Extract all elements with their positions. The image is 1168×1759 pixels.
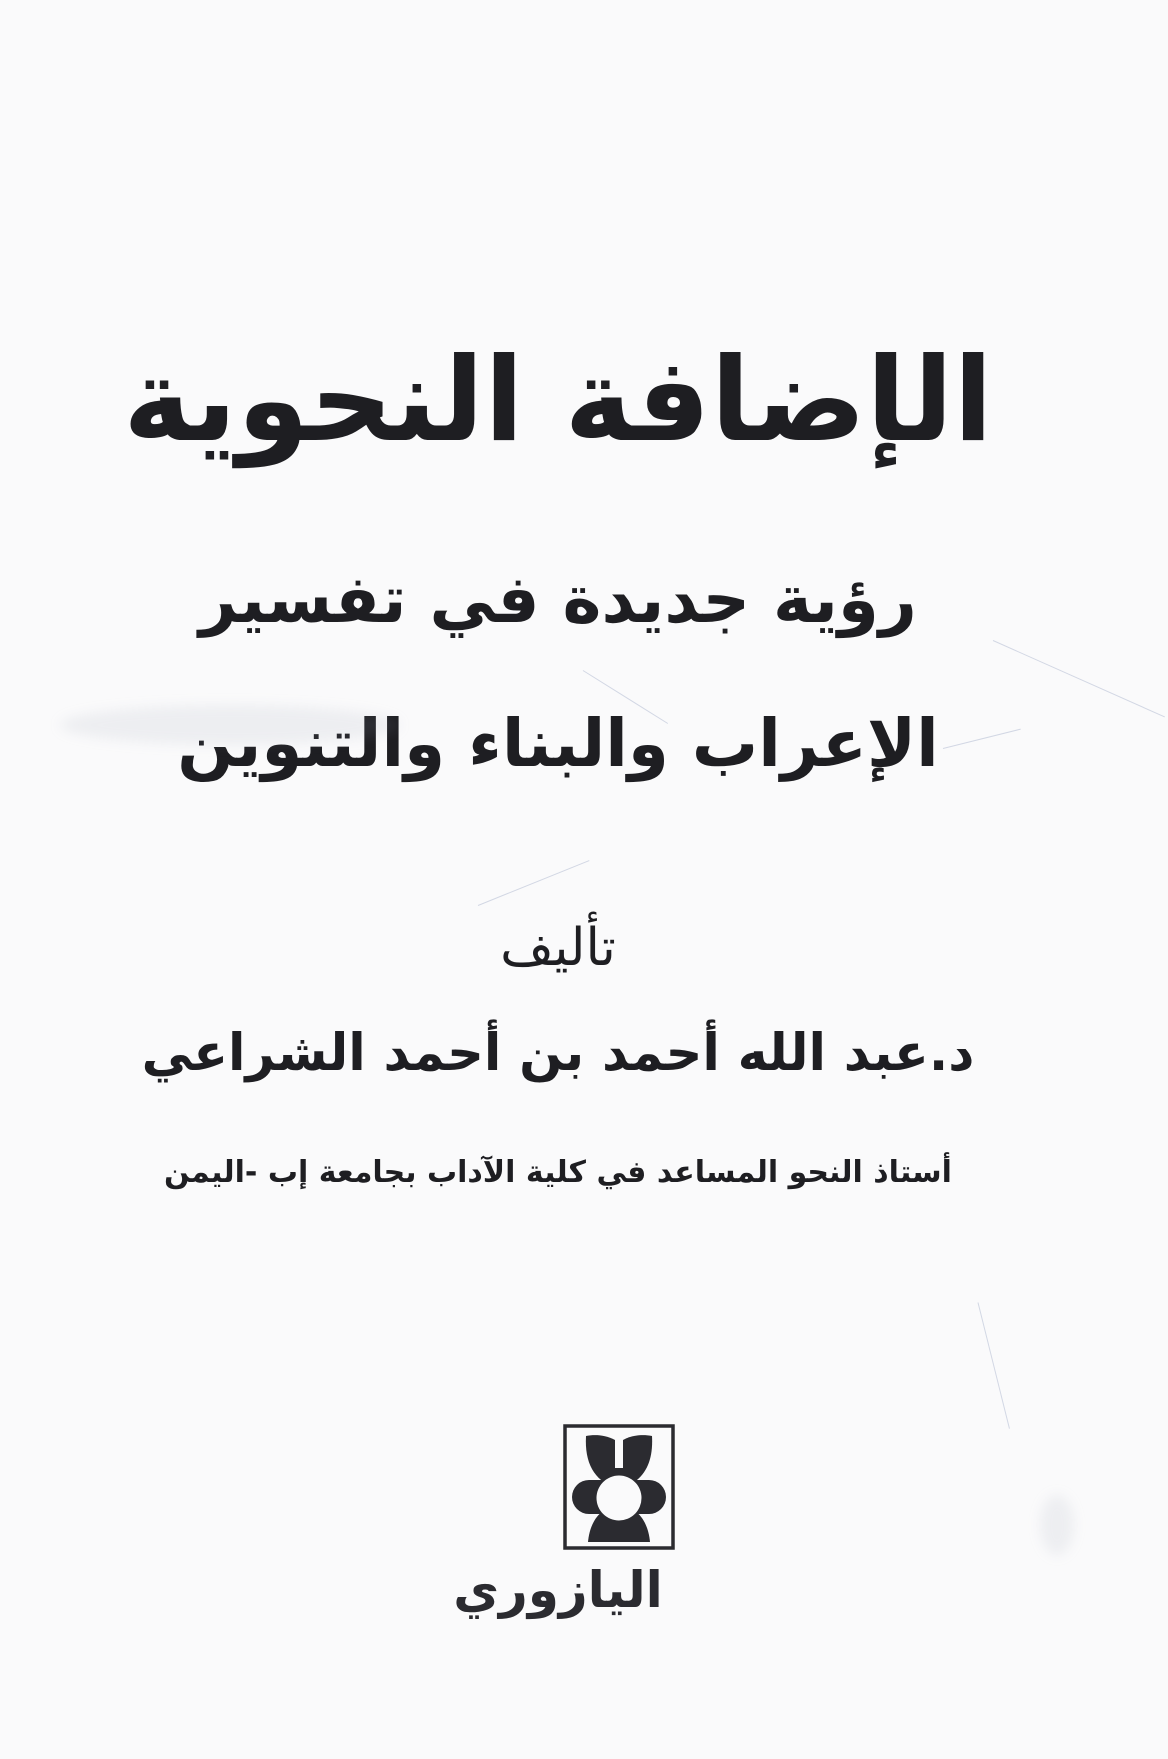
- scan-smudge: [1040, 1495, 1074, 1555]
- book-subtitle-line-2: الإعراب والبناء والتنوين: [177, 705, 939, 782]
- yazouri-tulip-logo-icon: [563, 1424, 675, 1550]
- publisher-logo: [563, 1424, 675, 1550]
- book-title: الإضافة النحوية: [122, 333, 994, 468]
- book-subtitle-line-1: رؤية جديدة في تفسير: [199, 561, 917, 638]
- author-affiliation: أستاذ النحو المساعد في كلية الآداب بجامعة إب -اليمن: [164, 1155, 952, 1190]
- publisher-name: اليازوري: [453, 1561, 663, 1619]
- scan-crease: [978, 1302, 1010, 1428]
- byline-label: تأليف: [500, 918, 616, 978]
- author-name: د.عبد الله أحمد بن أحمد الشراعي: [141, 1024, 975, 1083]
